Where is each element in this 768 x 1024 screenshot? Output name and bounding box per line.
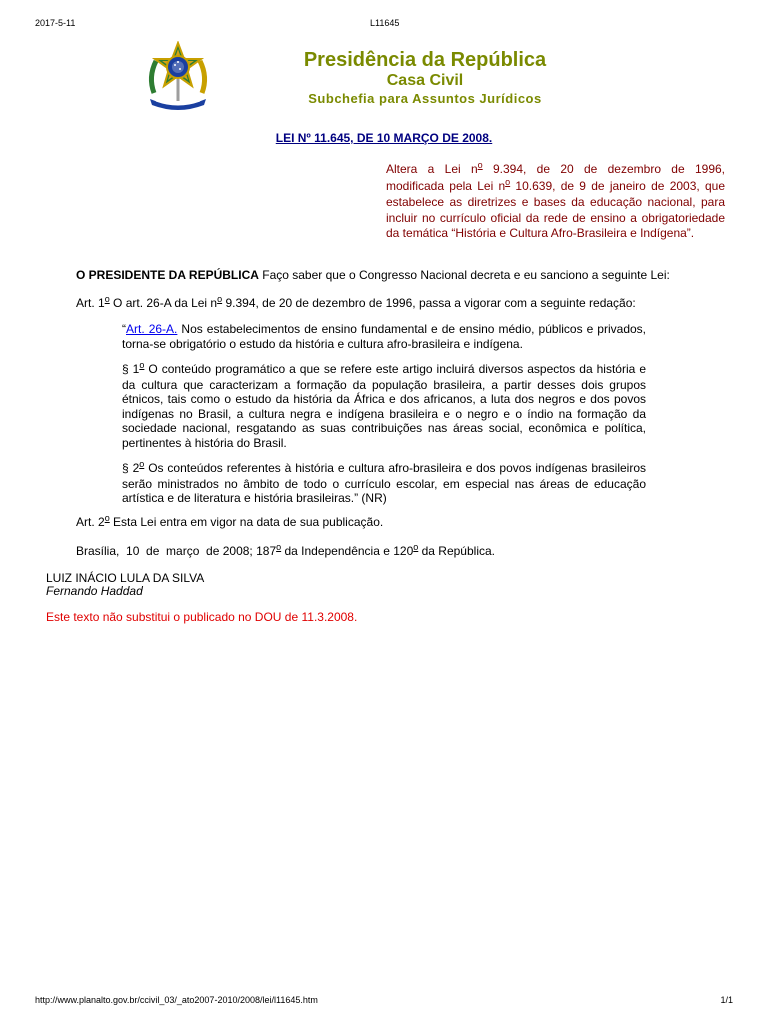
print-header <box>0 18 768 30</box>
closing-line <box>76 544 736 560</box>
paragraph-1 <box>122 362 646 450</box>
paragraph-2-label: § 2 <box>122 461 140 475</box>
preamble-bold: O PRESIDENTE DA REPÚBLICA <box>76 268 259 282</box>
paragraph-1-label: § 1 <box>122 362 140 376</box>
closing-text: da República. <box>418 544 495 558</box>
ordinal: o <box>413 542 419 552</box>
signature-minister: Fernando Haddad <box>46 584 143 598</box>
ordinal: o <box>139 459 145 469</box>
ementa-text: 10.639, de 9 de janeiro de 2003, que <box>510 178 725 193</box>
preamble <box>76 268 736 283</box>
ementa-text: 9.394, de 20 de dezembro de 1996, <box>482 162 726 176</box>
article-26a-link[interactable]: Art. 26-A. <box>126 322 178 336</box>
quote-mark: “ <box>122 322 126 336</box>
signature-president: LUIZ INÁCIO LULA DA SILVA <box>46 571 205 585</box>
brazil-coat-of-arms-icon <box>144 41 212 114</box>
ementa-text: Altera a Lei n <box>386 162 478 176</box>
ementa <box>386 162 725 242</box>
article-1-label: Art. 1 <box>76 296 105 310</box>
ordinal: o <box>276 542 282 552</box>
ementa-text: estabelece as diretrizes e bases da educação nacional, para incluir no currículo oficial da rede de ensino a obrigatoriedade da temática “História e Cultura Afro-Brasileira e Indígena”. <box>386 195 725 240</box>
article-1-text: 9.394, de 20 de dezembro de 1996, passa a vigorar com a seguinte redação: <box>222 296 636 310</box>
article-26a <box>122 322 646 351</box>
ordinal: o <box>104 513 110 523</box>
paragraph-2 <box>122 461 646 506</box>
print-url: http://www.planalto.gov.br/ccivil_03/_ato2007-2010/2008/lei/l11645.htm <box>35 995 318 1005</box>
ementa-ordinal: o <box>505 176 511 187</box>
print-date: 2017-5-11 <box>35 18 76 28</box>
article-1-text: O art. 26-A da Lei n <box>109 296 218 310</box>
ordinal: o <box>217 294 223 304</box>
page-header <box>240 48 610 108</box>
preamble-text: Faço saber que o Congresso Nacional decreta e eu sanciono a seguinte Lei: <box>258 268 670 282</box>
ementa-text: modificada pela Lei n <box>386 178 506 193</box>
closing-text: Brasília, 10 de março de 2008; 187 <box>76 544 277 558</box>
page-subtitle-2: Subchefia para Assuntos Jurídicos <box>308 91 542 106</box>
page-subtitle: Casa Civil <box>386 72 464 89</box>
closing-text: da Independência e 120 <box>281 544 414 558</box>
article-2-label: Art. 2 <box>76 515 105 529</box>
ementa-ordinal: o <box>477 160 483 170</box>
article-2 <box>76 515 736 531</box>
ordinal: o <box>139 360 145 370</box>
paragraph-2-text: Os conteúdos referentes à história e cultura afro-brasileira e dos povos indígenas brasileiros serão ministrados no âmbito de todo o currículo escolar, em especial nas áreas de educação artística e de literatura e história brasileiras.” (NR) <box>122 461 647 505</box>
article-2-text: Esta Lei entra em vigor na data de sua publicação. <box>109 515 384 529</box>
ordinal: o <box>104 294 110 304</box>
article-26a-text: Nos estabelecimentos de ensino fundamental e de ensino médio, públicos e privados, torna-se obrigatório o estudo da história e cultura afro-brasileira e indígena. <box>122 322 646 351</box>
print-page-number: 1/1 <box>720 995 733 1005</box>
article-1 <box>76 296 746 312</box>
print-footer <box>0 995 768 1007</box>
paragraph-1-text: O conteúdo programático a que se refere este artigo incluirá diversos aspectos da história e da cultura que caracterizam a formação da população brasileira, a partir desses dois grupos étnicos, tais como o estudo da história da África e dos africanos, a luta dos negros e dos povos indígenas no Brasil, a cultura negra e indígena brasileira e o negro e o índio na formação da sociedade nacional, resgatando as suas contribuições nas áreas social, econômica e política, pertinentes à história do Brasil. <box>122 362 646 450</box>
print-doc-name: L11645 <box>370 18 400 28</box>
law-title-link[interactable]: LEI Nº 11.645, DE 10 MARÇO DE 2008. <box>275 131 493 145</box>
page-title: Presidência da República <box>303 49 547 71</box>
publication-notice: Este texto não substitui o publicado no DOU de 11.3.2008. <box>46 610 358 624</box>
